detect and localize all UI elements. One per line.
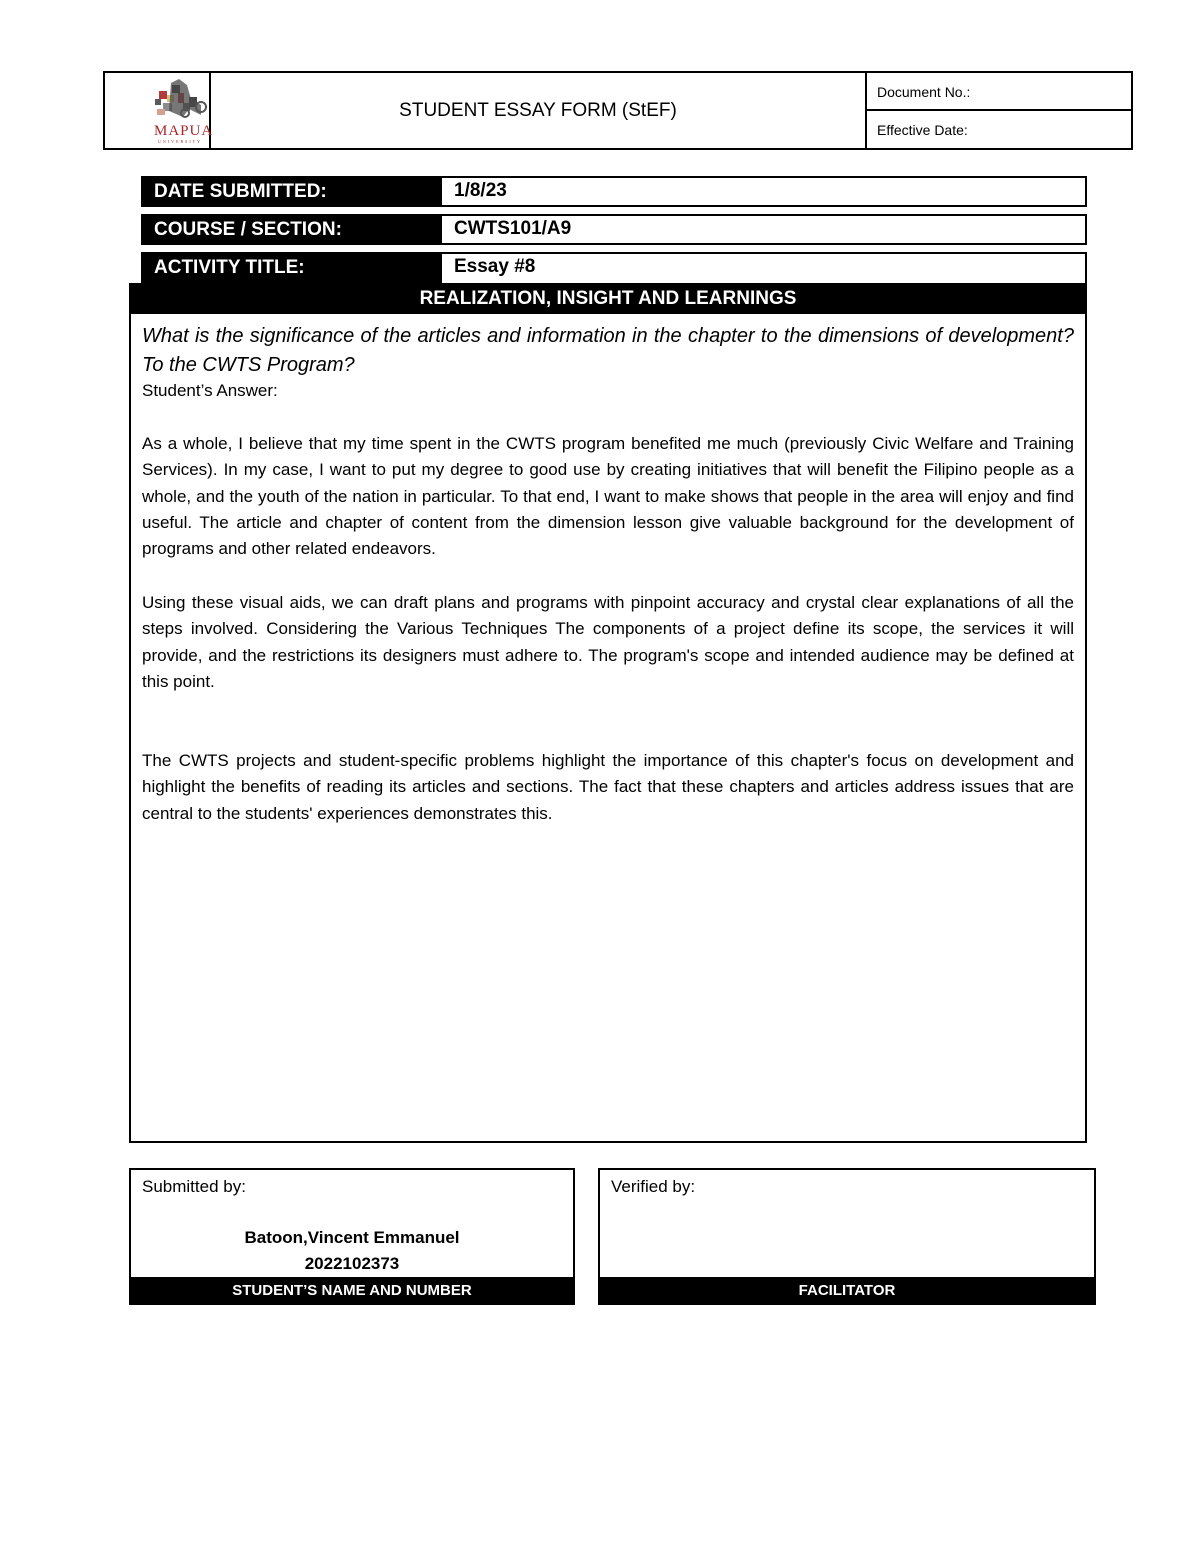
essay-question: What is the significance of the articles and information in the chapter to the dimensions of development? To the CWTS Program? [142,325,1074,376]
date-submitted-value: 1/8/23 [440,176,1087,207]
verified-by-box [598,1168,1096,1305]
answer-label: Student’s Answer: [142,381,278,400]
form-title: STUDENT ESSAY FORM (StEF) [211,73,867,148]
submitted-by-label: Submitted by: [142,1177,246,1196]
activity-title-label: ACTIVITY TITLE: [141,252,440,283]
logo-text: MAPUA [154,123,214,139]
answer-paragraph-3: The CWTS projects and student-specific problems highlight the importance of this chapter's focus on development and highlight the benefits of reading its articles and sections. The fact that these chapters and articles address issues that are central to the students' experiences demonstrates this. [142,751,1074,823]
submitted-by-box [129,1168,575,1305]
university-logo [105,73,214,148]
course-section-label: COURSE / SECTION: [141,214,440,245]
form-header [103,71,1133,150]
effective-date-label: Effective Date: [877,122,968,138]
answer-paragraph-1: As a whole, I believe that my time spent in the CWTS program benefited me much (previously Civic Welfare and Training Services). In my case, I want to put my degree to good use by creating initiatives that will benefit the Filipino people as a whole, and the youth of the nation in particular. To that end, I want to make shows that people in the area will enjoy and find useful. The article and chapter of content from the dimension lesson give valuable background for the development of programs and other related endeavors. [142,434,1074,559]
activity-title-value: Essay #8 [440,252,1087,284]
document-number-label: Document No.: [867,73,1131,111]
facilitator-band: FACILITATOR [598,1277,1096,1305]
course-section-value: CWTS101/A9 [440,214,1087,245]
student-name: Batoon,Vincent Emmanuel [244,1228,460,1247]
section-heading: REALIZATION, INSIGHT AND LEARNINGS [129,283,1087,314]
logo-subtext: UNIVERSITY [158,139,202,144]
verified-by-label: Verified by: [611,1177,696,1196]
student-number: 2022102373 [304,1254,400,1273]
answer-paragraph-2: Using these visual aids, we can draft plans and programs with pinpoint accuracy and crystal clear explanations of all the steps involved. Considering the Various Techniques The components of a project define its scope, the services it will provide, and the restrictions its designers must adhere to. The program's scope and intended audience may be defined at this point. [142,593,1074,691]
essay-box [129,283,1087,1143]
student-name-number-band: STUDENT’S NAME AND NUMBER [129,1277,575,1305]
date-submitted-label: DATE SUBMITTED: [141,176,440,207]
